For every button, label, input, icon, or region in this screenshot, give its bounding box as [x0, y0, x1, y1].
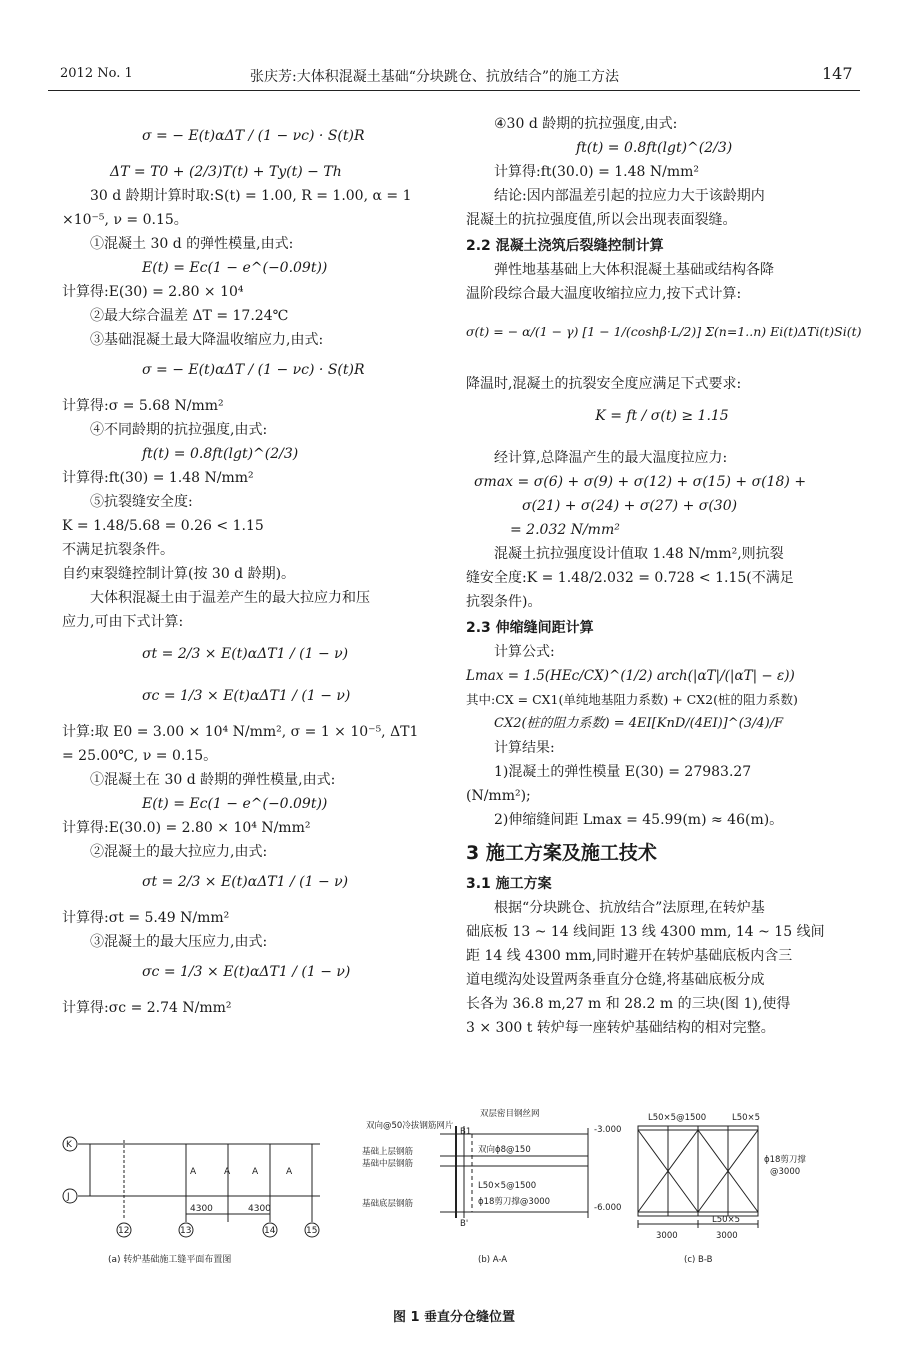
- text-line: 计算结果:: [494, 740, 555, 756]
- panel-a-caption: (a) 转炉基础施工缝平面布置图: [108, 1255, 232, 1265]
- running-header: [0, 62, 920, 92]
- right-column: [466, 112, 862, 1040]
- formula-line: σ(t) = − α/(1 − γ) [1 − 1/(coshβ·L/2)] Σ(n=1..n) Ei(t)ΔTi(t)Si(t): [466, 324, 862, 339]
- text-line: ③混凝土的最大压应力,由式:: [90, 934, 268, 950]
- formula-line: = 2.032 N/mm²: [510, 522, 620, 538]
- text-line: 长各为 36.8 m,27 m 和 28.2 m 的三块(图 1),使得: [466, 996, 791, 1012]
- text-line: 计算公式:: [494, 644, 555, 660]
- panel-b-labels: [362, 1108, 621, 1265]
- formula-line: σc = 1/3 × E(t)αΔT1 / (1 − ν): [142, 964, 351, 980]
- cell-label: A: [286, 1167, 293, 1177]
- text-line: 结论:因内部温差引起的拉应力大于该龄期内: [494, 188, 765, 204]
- text-line: 3 × 300 t 转炉每一座转炉基础结构的相对完整。: [466, 1020, 775, 1036]
- formula-line: σ = − E(t)αΔT / (1 − νc) · S(t)R: [142, 362, 365, 378]
- row-label-j: J: [67, 1192, 70, 1202]
- formula-line: σ = − E(t)αΔT / (1 − νc) · S(t)R: [142, 128, 365, 144]
- text-line: (N/mm²);: [466, 788, 531, 804]
- text-line: 道电缆沟处设置两条垂直分仓缝,将基础底板分成: [466, 972, 765, 988]
- label-cold-drawn-mesh: 双向@50冷拔钢筋网片: [366, 1121, 454, 1131]
- text-line: 距 14 线 4300 mm,同时避开在转炉基础底板内含三: [466, 948, 793, 964]
- axis-label: 13: [180, 1226, 192, 1236]
- text-line: = 25.00℃, ν = 0.15。: [62, 748, 218, 764]
- axis-label: 12: [118, 1226, 130, 1236]
- text-line: 础底板 13 ~ 14 线间距 13 线 4300 mm, 14 ~ 15 线间: [466, 924, 825, 940]
- formula-line: E(t) = Ec(1 − e^(−0.09t)): [142, 260, 328, 276]
- formula-line: E(t) = Ec(1 − e^(−0.09t)): [142, 796, 328, 812]
- formula-line: Lmax = 1.5(HEc/CX)^(1/2) arch(|αT|/(|αT| − ε)): [466, 668, 795, 684]
- text-line: 自约束裂缝控制计算(按 30 d 龄期)。: [62, 566, 296, 582]
- label-angle-steel: L50×5@1500: [478, 1181, 537, 1191]
- cell-label: A: [252, 1167, 259, 1177]
- text-line: 应力,可由下式计算:: [62, 614, 184, 630]
- formula-line: K = ft / σ(t) ≥ 1.15: [595, 408, 729, 424]
- text-line: 混凝土抗拉强度设计值取 1.48 N/mm²,则抗裂: [494, 546, 784, 562]
- text-line: 计算得:ft(30) = 1.48 N/mm²: [62, 470, 254, 486]
- figure-1: [48, 1100, 860, 1340]
- header-rule: [48, 90, 860, 91]
- text-line: ①混凝土在 30 d 龄期的弹性模量,由式:: [90, 772, 336, 788]
- left-column: [62, 112, 438, 1020]
- text-line: 根据“分块跳仓、抗放结合”法原理,在转炉基: [494, 900, 765, 916]
- formula-line: ft(t) = 0.8ft(lgt)^(2/3): [576, 140, 733, 156]
- panel-c-truss: [638, 1126, 758, 1228]
- issue-label: 2012 No. 1: [60, 66, 133, 81]
- axis-label: 15: [306, 1226, 318, 1236]
- text-line: K = 1.48/5.68 = 0.26 < 1.15: [62, 518, 264, 534]
- text-line: 抗裂条件)。: [466, 594, 542, 610]
- text-line: 30 d 龄期计算时取:S(t) = 1.00, R = 1.00, α = 1: [90, 188, 412, 204]
- text-line: 计算:取 E0 = 3.00 × 10⁴ N/mm², σ = 1 × 10⁻⁵, ΔT1: [62, 724, 419, 740]
- text-line: 2)伸缩缝间距 Lmax = 45.99(m) ≈ 46(m)。: [494, 812, 784, 828]
- formula-line: σt = 2/3 × E(t)αΔT1 / (1 − ν): [142, 646, 349, 662]
- section-heading: 2.3 伸缩缝间距计算: [466, 620, 594, 636]
- formula-line: ΔT = T0 + (2/3)T(t) + Ty(t) − Th: [110, 164, 342, 180]
- text-line: 计算得:E(30) = 2.80 × 10⁴: [62, 284, 244, 300]
- text-line: 计算得:σc = 2.74 N/mm²: [62, 1000, 232, 1016]
- label-scissor-brace: ϕ18剪刀撑@3000: [478, 1197, 551, 1207]
- formula-line: σmax = σ(6) + σ(9) + σ(12) + σ(15) + σ(18) +: [474, 474, 807, 490]
- label-scissor-brace: ϕ18剪刀撑: [764, 1155, 806, 1165]
- formula-line: CX2(桩的阻力系数) = 4EI[KnD/(4EI)]^(3/4)/F: [494, 716, 784, 731]
- panel-a-labels: [66, 1140, 317, 1265]
- label-angle-right: L50×5: [732, 1113, 761, 1123]
- cell-label: A: [190, 1167, 197, 1177]
- text-line: 弹性地基基础上大体积混凝土基础或结构各降: [494, 262, 774, 278]
- marker-b1: B1: [460, 1127, 472, 1137]
- text-line: ①混凝土 30 d 的弹性模量,由式:: [90, 236, 294, 252]
- chapter-heading: 3 施工方案及施工技术: [466, 842, 657, 864]
- panel-c-caption: (c) B-B: [684, 1255, 713, 1265]
- text-line: ④30 d 龄期的抗拉强度,由式:: [494, 116, 678, 132]
- text-line: 计算得:σ = 5.68 N/mm²: [62, 398, 224, 414]
- panel-c-labels: [648, 1113, 806, 1265]
- text-line: 温阶段综合最大温度收缩拉应力,按下式计算:: [466, 286, 742, 302]
- text-line: 大体积混凝土由于温差产生的最大拉应力和压: [90, 590, 370, 606]
- label-bidirectional-bar: 双向ϕ8@150: [478, 1145, 531, 1155]
- label-wire-mesh: 双层密目钢丝网: [480, 1109, 540, 1119]
- formula-line: 其中:CX = CX1(单纯地基阻力系数) + CX2(桩的阻力系数): [466, 692, 798, 707]
- text-line: 缝安全度:K = 1.48/2.032 = 0.728 < 1.15(不满足: [466, 570, 794, 586]
- axis-label: 14: [264, 1226, 276, 1236]
- running-title: 张庆芳:大体积混凝土基础“分块跳仓、抗放结合”的施工方法: [250, 69, 620, 85]
- dimension-label: 4300: [248, 1204, 271, 1214]
- row-label-k: K: [66, 1140, 72, 1150]
- text-line: ②混凝土的最大拉应力,由式:: [90, 844, 268, 860]
- label-middle-rebar: 基础中层钢筋: [362, 1159, 414, 1169]
- text-line: 计算得:σt = 5.49 N/mm²: [62, 910, 230, 926]
- label-angle-bottom: L50×5: [712, 1215, 741, 1225]
- section-heading: 3.1 施工方案: [466, 876, 552, 892]
- formula-line: σt = 2/3 × E(t)αΔT1 / (1 − ν): [142, 874, 349, 890]
- text-line: 降温时,混凝土的抗裂安全度应满足下式要求:: [466, 376, 742, 392]
- label-bottom-rebar: 基础底层钢筋: [362, 1199, 414, 1209]
- label-brace-spacing: @3000: [770, 1167, 801, 1177]
- text-line: ⑤抗裂缝安全度:: [90, 494, 193, 510]
- text-line: 1)混凝土的弹性模量 E(30) = 27983.27: [494, 764, 752, 780]
- level-bottom: -6.000: [594, 1203, 622, 1213]
- formula-line: σc = 1/3 × E(t)αΔT1 / (1 − ν): [142, 688, 351, 704]
- text-line: ×10⁻⁵, ν = 0.15。: [62, 212, 188, 228]
- dimension-label: 4300: [190, 1204, 213, 1214]
- formula-line: σ(21) + σ(24) + σ(27) + σ(30): [522, 498, 738, 514]
- dimension-label: 3000: [656, 1231, 678, 1241]
- label-top-rebar: 基础上层钢筋: [362, 1147, 414, 1157]
- figure-caption: 图 1 垂直分仓缝位置: [392, 1310, 516, 1325]
- text-line: ③基础混凝土最大降温收缩应力,由式:: [90, 332, 324, 348]
- dimension-label: 3000: [716, 1231, 738, 1241]
- panel-b-caption: (b) A-A: [478, 1255, 508, 1265]
- level-top: -3.000: [594, 1125, 622, 1135]
- label-angle-top: L50×5@1500: [648, 1113, 707, 1123]
- figure-drawing: [48, 1100, 860, 1300]
- text-line: 计算得:ft(30.0) = 1.48 N/mm²: [494, 164, 700, 180]
- formula-line: ft(t) = 0.8ft(lgt)^(2/3): [142, 446, 299, 462]
- page-number: 147: [822, 64, 853, 83]
- text-line: 计算得:E(30.0) = 2.80 × 10⁴ N/mm²: [62, 820, 311, 836]
- text-line: ④不同龄期的抗拉强度,由式:: [90, 422, 268, 438]
- text-line: 混凝土的抗拉强度值,所以会出现表面裂缝。: [466, 212, 737, 228]
- text-line: 不满足抗裂条件。: [62, 542, 174, 558]
- text-line: 经计算,总降温产生的最大温度拉应力:: [494, 450, 728, 466]
- cell-label: A: [224, 1167, 231, 1177]
- marker-b-prime: B': [460, 1219, 469, 1229]
- section-heading: 2.2 混凝土浇筑后裂缝控制计算: [466, 238, 664, 254]
- panel-a-plan: [63, 1137, 320, 1237]
- text-line: ②最大综合温差 ΔT = 17.24℃: [90, 308, 289, 324]
